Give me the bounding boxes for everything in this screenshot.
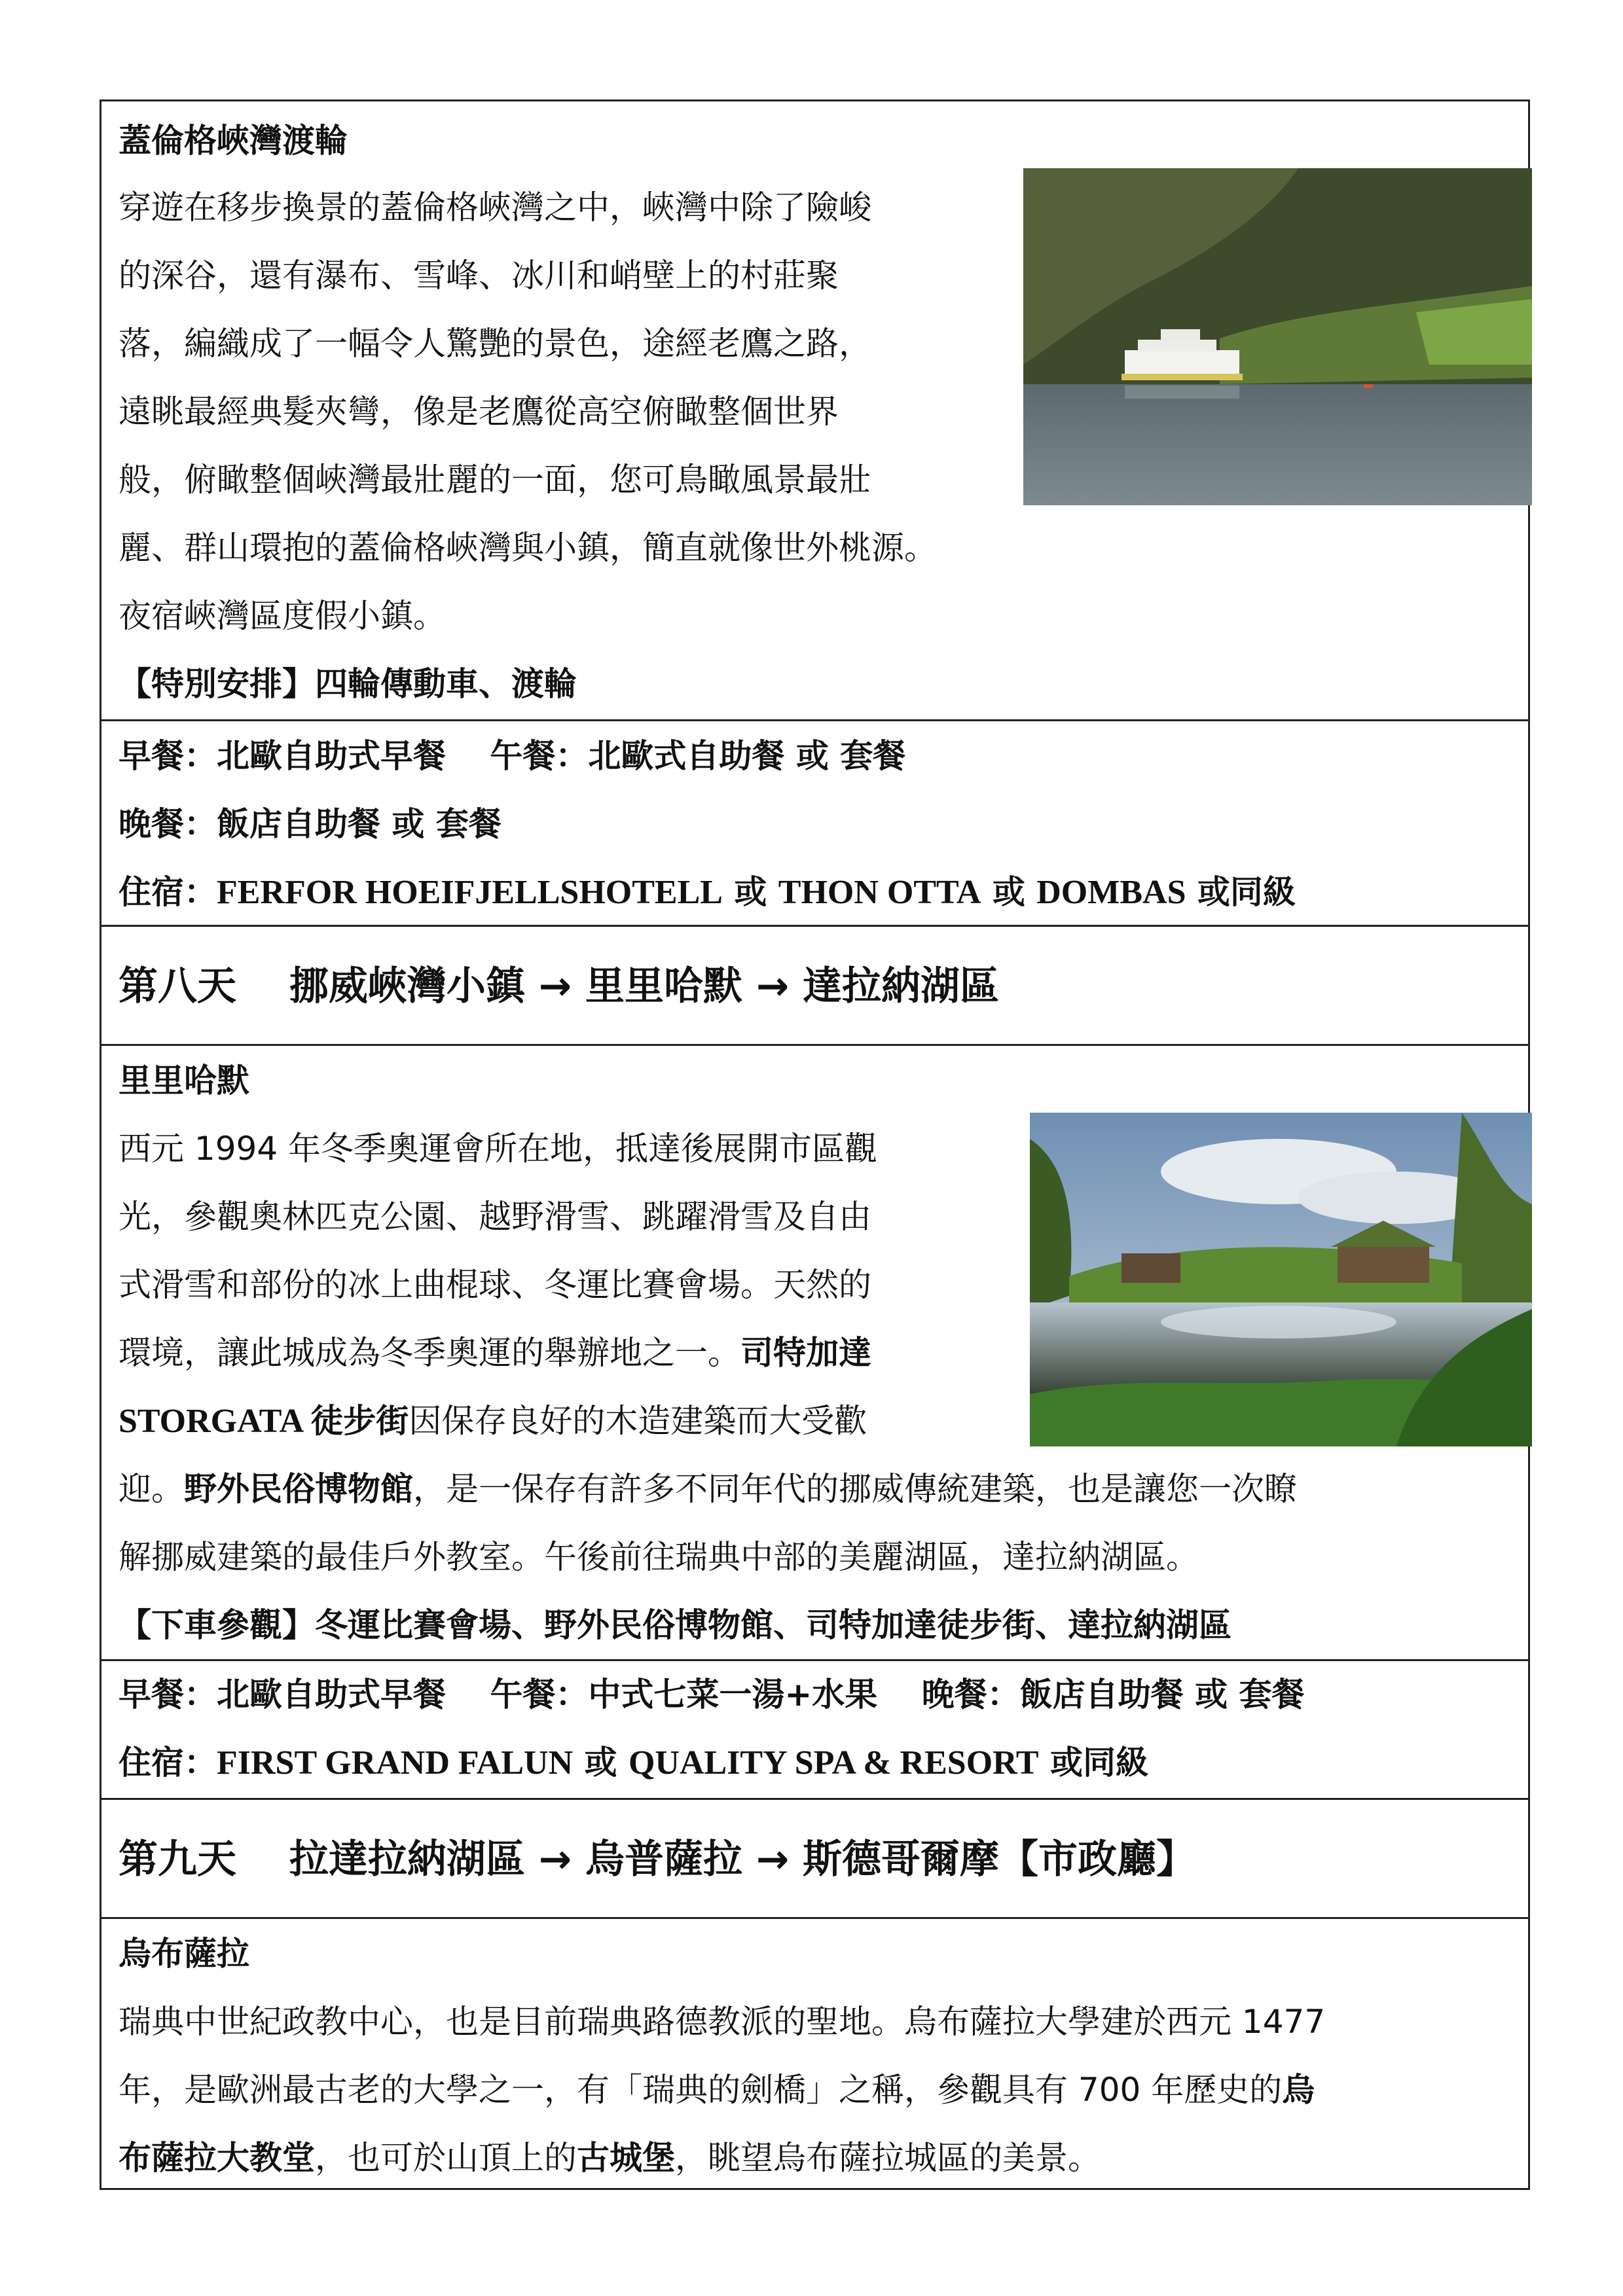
paragraph-line: 環境，讓此城成為冬季奧運的舉辦地之一。司特加達	[119, 1334, 871, 1372]
special-arrangement: 【特別安排】四輪傳動車、渡輪	[119, 665, 577, 703]
paragraph-line: 光，參觀奧林匹克公園、越野滑雪、跳躍滑雪及自由	[119, 1198, 871, 1236]
paragraph-line: 般，俯瞰整個峽灣最壯麗的一面，您可鳥瞰風景最壯	[119, 461, 871, 499]
dinner-line: 晚餐：飯店自助餐 或 套餐	[119, 805, 501, 843]
hotel-line: 住宿：FERFOR HOEIFJELLSHOTELL 或 THON OTTA 或 DOMBAS 或同級	[119, 873, 1296, 911]
paragraph-line: 落，編織成了一幅令人驚艷的景色，途經老鷹之路，	[119, 325, 871, 363]
paragraph-line: 遠眺最經典髮夾彎，像是老鷹從高空俯瞰整個世界	[119, 393, 839, 431]
day-heading: 第九天 拉達拉納湖區 → 烏普薩拉 → 斯德哥爾摩【市政廳】	[119, 1837, 1195, 1882]
sightseeing-note: 【下車參觀】冬運比賽會場、野外民俗博物館、司特加達徒步街、達拉納湖區	[119, 1606, 1231, 1644]
hotel-line: 住宿：FIRST GRAND FALUN 或 QUALITY SPA & RESORT 或同級	[119, 1744, 1148, 1782]
section-title: 里里哈默	[119, 1062, 249, 1100]
paragraph-line: 式滑雪和部份的冰上曲棍球、冬運比賽會場。天然的	[119, 1266, 871, 1304]
section-title: 烏布薩拉	[119, 1935, 249, 1973]
lillehammer-lake-photo	[1030, 1113, 1532, 1446]
paragraph-line: 的深谷，還有瀑布、雪峰、冰川和峭壁上的村莊聚	[119, 257, 839, 295]
paragraph-line: 夜宿峽灣區度假小鎮。	[119, 597, 446, 635]
itinerary-table	[100, 99, 1530, 2190]
paragraph-line: 迎。野外民俗博物館，是一保存有許多不同年代的挪威傳統建築，也是讓您一次瞭	[119, 1470, 1297, 1508]
paragraph-line: 穿遊在移步換景的蓋倫格峽灣之中，峽灣中除了險峻	[119, 188, 871, 226]
meals-line: 早餐：北歐自助式早餐 午餐：北歐式自助餐 或 套餐	[119, 737, 906, 775]
section-title: 蓋倫格峽灣渡輪	[119, 122, 348, 160]
paragraph-line: 麗、群山環抱的蓋倫格峽灣與小鎮，簡直就像世外桃源。	[119, 529, 937, 567]
paragraph-line: 西元 1994 年冬季奧運會所在地，抵達後展開市區觀	[119, 1130, 878, 1168]
paragraph-line: 解挪威建築的最佳戶外教室。午後前往瑞典中部的美麗湖區，達拉納湖區。	[119, 1538, 1199, 1576]
fjord-ferry-photo	[1023, 168, 1532, 505]
paragraph-line: 布薩拉大教堂，也可於山頂上的古城堡，眺望烏布薩拉城區的美景。	[119, 2139, 1101, 2177]
meals-line: 早餐：北歐自助式早餐 午餐：中式七菜一湯+水果 晚餐：飯店自助餐 或 套餐	[119, 1676, 1305, 1713]
paragraph-line: 瑞典中世紀政教中心，也是目前瑞典路德教派的聖地。烏布薩拉大學建於西元 1477	[119, 2003, 1326, 2041]
paragraph-line: STORGATA 徒步街因保存良好的木造建築而大受歡	[119, 1402, 867, 1440]
paragraph-line: 年，是歐洲最古老的大學之一，有「瑞典的劍橋」之稱，參觀具有 700 年歷史的烏	[119, 2071, 1315, 2109]
day-heading: 第八天 挪威峽灣小鎮 → 里里哈默 → 達拉納湖區	[119, 963, 999, 1009]
